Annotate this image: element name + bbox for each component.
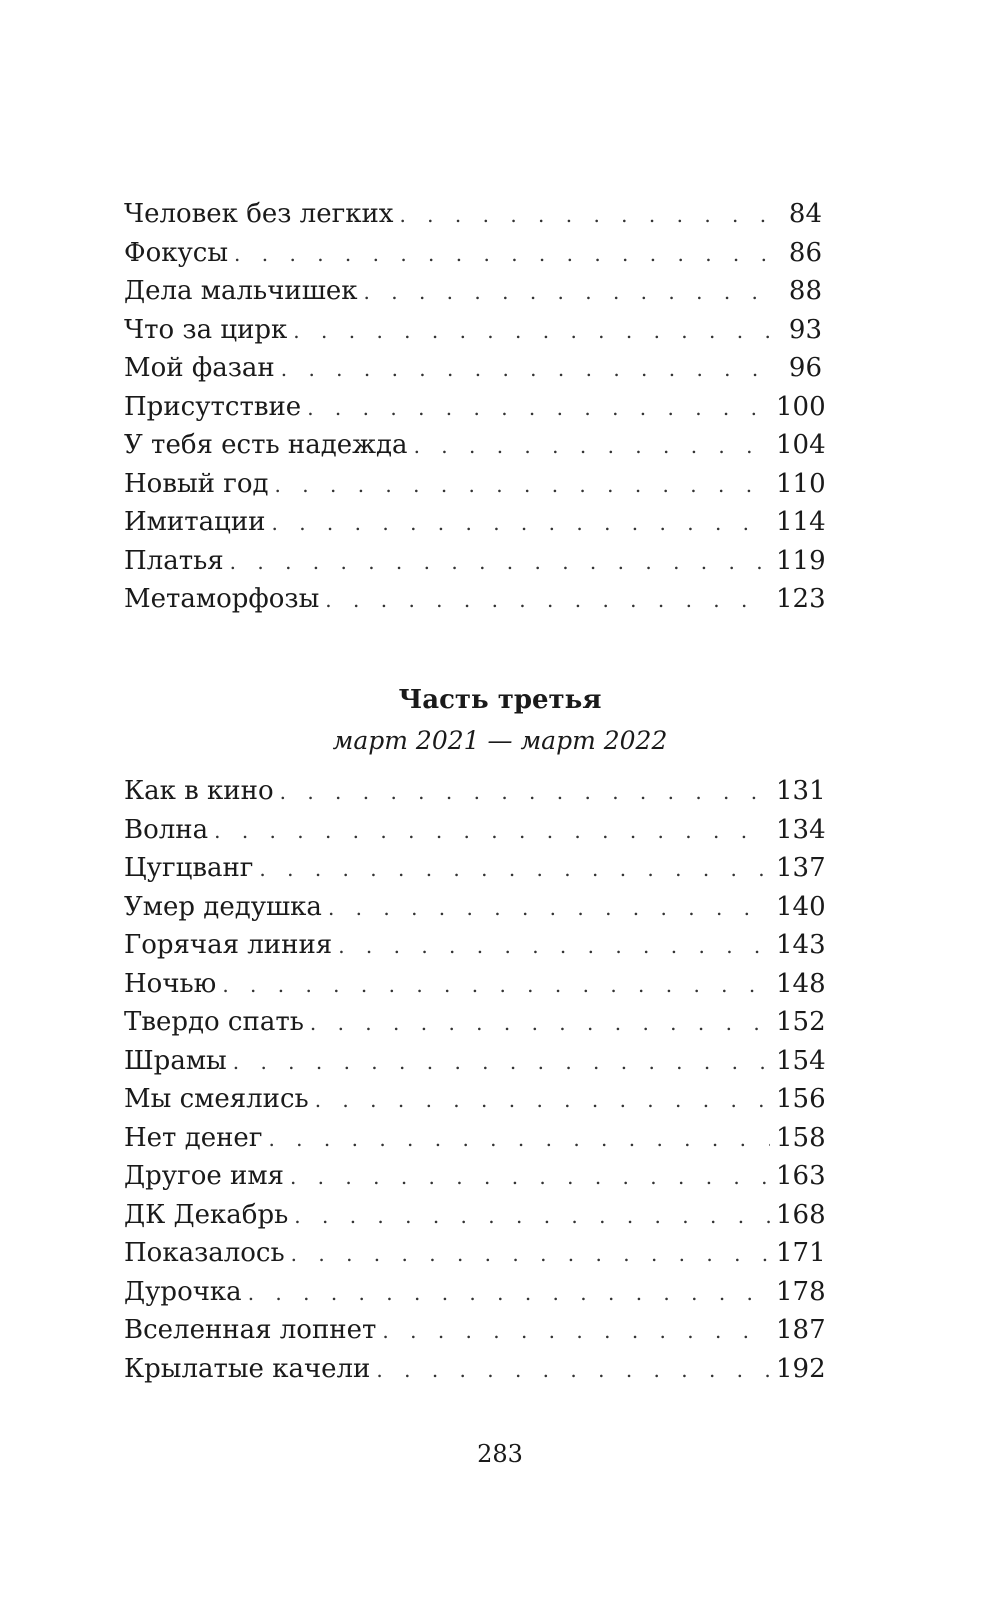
dot-leader: [307, 389, 770, 428]
dot-leader: [325, 581, 770, 620]
toc-entry-title: Как в кино: [124, 776, 274, 806]
dot-leader: [338, 927, 770, 966]
toc-entry-title: У тебя есть надежда: [124, 430, 408, 460]
toc-entry-page: 93: [788, 314, 822, 345]
toc-entry-title: Мой фазан: [124, 353, 275, 383]
dot-leader: [414, 427, 770, 466]
toc-entry: [124, 811, 826, 850]
dot-leader: [230, 543, 770, 582]
toc-entry-page: 140: [776, 891, 826, 922]
dot-leader: [259, 850, 770, 889]
toc-entry-title: Горячая линия: [124, 930, 333, 960]
toc-entry-page: 96: [788, 353, 822, 383]
dot-leader: [328, 889, 770, 928]
toc-entry: [124, 503, 826, 542]
dot-leader: [233, 1043, 770, 1082]
toc-entry-title: Новый год: [124, 468, 269, 499]
toc-entry: [124, 1119, 826, 1158]
toc-entry-title: Платья: [124, 545, 224, 576]
dot-leader: [272, 504, 771, 543]
toc-entry-page: 137: [776, 853, 826, 883]
toc-entry: [124, 1003, 826, 1042]
toc-entry-page: 156: [776, 1084, 826, 1114]
toc-entry-page: 86: [788, 237, 822, 268]
dot-leader: [248, 1274, 770, 1313]
dot-leader: [293, 312, 770, 351]
toc-entry-page: 100: [776, 391, 826, 422]
toc-entry-page: 114: [776, 507, 826, 537]
dot-leader: [290, 1158, 770, 1197]
toc-entry-page: 163: [776, 1161, 826, 1191]
toc-entry: [124, 1273, 826, 1312]
toc-entry-page: 187: [776, 1315, 826, 1345]
toc-entry: [124, 1157, 826, 1196]
toc-entry-title: Вселенная лопнет: [124, 1315, 377, 1345]
dot-leader: [234, 235, 770, 274]
toc-entry: [124, 1311, 826, 1350]
toc-entry: [124, 195, 822, 234]
toc-entry: [124, 965, 826, 1004]
dot-leader: [214, 812, 770, 851]
toc-list-part-three: [124, 772, 826, 1388]
toc-entry-page: 123: [776, 584, 826, 614]
toc-entry-page: 88: [788, 276, 822, 306]
toc-entry: [124, 926, 826, 965]
toc-entry-page: 152: [776, 1007, 826, 1037]
toc-entry-page: 171: [776, 1238, 826, 1268]
toc-entry: [124, 1234, 826, 1273]
toc-entry-title: Твердо спать: [124, 1007, 304, 1037]
dot-leader: [222, 966, 770, 1005]
toc-entry-page: 119: [776, 545, 826, 576]
dot-leader: [364, 273, 770, 312]
part-three-title: Часть третья: [398, 685, 602, 715]
toc-entry: [124, 311, 822, 350]
toc-entry-title: Мы смеялись: [124, 1084, 309, 1114]
toc-entry-page: 178: [776, 1276, 826, 1307]
dot-leader: [275, 466, 770, 505]
toc-entry: [124, 1196, 826, 1235]
toc-entry-page: 158: [776, 1122, 826, 1153]
toc-entry-page: 134: [776, 814, 826, 845]
page-number: 283: [477, 1440, 523, 1468]
toc-entry: [124, 580, 826, 619]
toc-entry: [124, 349, 822, 388]
toc-entry-title: Ночью: [124, 968, 217, 999]
toc-entry-title: Цугцванг: [124, 853, 254, 883]
toc-entry: [124, 234, 822, 273]
dot-leader: [315, 1081, 770, 1120]
toc-entry: [124, 1350, 826, 1389]
dot-leader: [294, 1197, 770, 1236]
dot-leader: [399, 196, 770, 235]
toc-entry-page: 110: [776, 468, 826, 499]
toc-entry-title: Крылатые качели: [124, 1353, 371, 1384]
toc-entry: [124, 1042, 826, 1081]
toc-entry: [124, 772, 826, 811]
toc-entry-title: Умер дедушка: [124, 891, 322, 922]
toc-entry-title: Нет денег: [124, 1122, 263, 1153]
part-three-subtitle: март 2021 — март 2022: [332, 726, 668, 755]
dot-leader: [310, 1004, 770, 1043]
toc-entry-page: 143: [776, 930, 826, 960]
toc-entry-page: 104: [776, 430, 826, 460]
toc-entry-page: 168: [776, 1199, 826, 1230]
toc-entry-title: Волна: [124, 814, 209, 845]
toc-entry-title: Дурочка: [124, 1276, 242, 1307]
dot-leader: [280, 773, 770, 812]
toc-entry-title: Другое имя: [124, 1161, 284, 1191]
toc-entry: [124, 888, 826, 927]
dot-leader: [268, 1120, 770, 1159]
toc-entry-title: Фокусы: [124, 237, 229, 268]
toc-entry-title: Шрамы: [124, 1045, 227, 1076]
toc-entry: [124, 1080, 826, 1119]
toc-entry: [124, 849, 826, 888]
toc-entry: [124, 426, 826, 465]
toc-entry-title: Метаморфозы: [124, 584, 320, 614]
toc-entry: [124, 388, 826, 427]
toc-entry-title: Присутствие: [124, 391, 302, 422]
dot-leader: [281, 350, 770, 389]
toc-list-part-two: [124, 195, 826, 619]
toc-entry: [124, 465, 826, 504]
toc-entry-title: Дела мальчишек: [124, 276, 358, 306]
toc-entry-page: 148: [776, 968, 826, 999]
toc-entry-page: 84: [788, 199, 822, 229]
dot-leader: [291, 1235, 770, 1274]
dot-leader: [382, 1312, 770, 1351]
dot-leader: [376, 1351, 770, 1390]
toc-entry-title: Что за цирк: [124, 314, 288, 345]
toc-entry: [124, 542, 826, 581]
toc-entry-page: 131: [776, 776, 826, 806]
toc-entry: [124, 272, 822, 311]
toc-entry-page: 154: [776, 1045, 826, 1076]
toc-entry-title: Человек без легких: [124, 199, 394, 229]
toc-entry-page: 192: [776, 1353, 826, 1384]
toc-entry-title: ДК Декабрь: [124, 1199, 289, 1230]
toc-entry-title: Имитации: [124, 507, 266, 537]
toc-entry-title: Показалось: [124, 1238, 285, 1268]
